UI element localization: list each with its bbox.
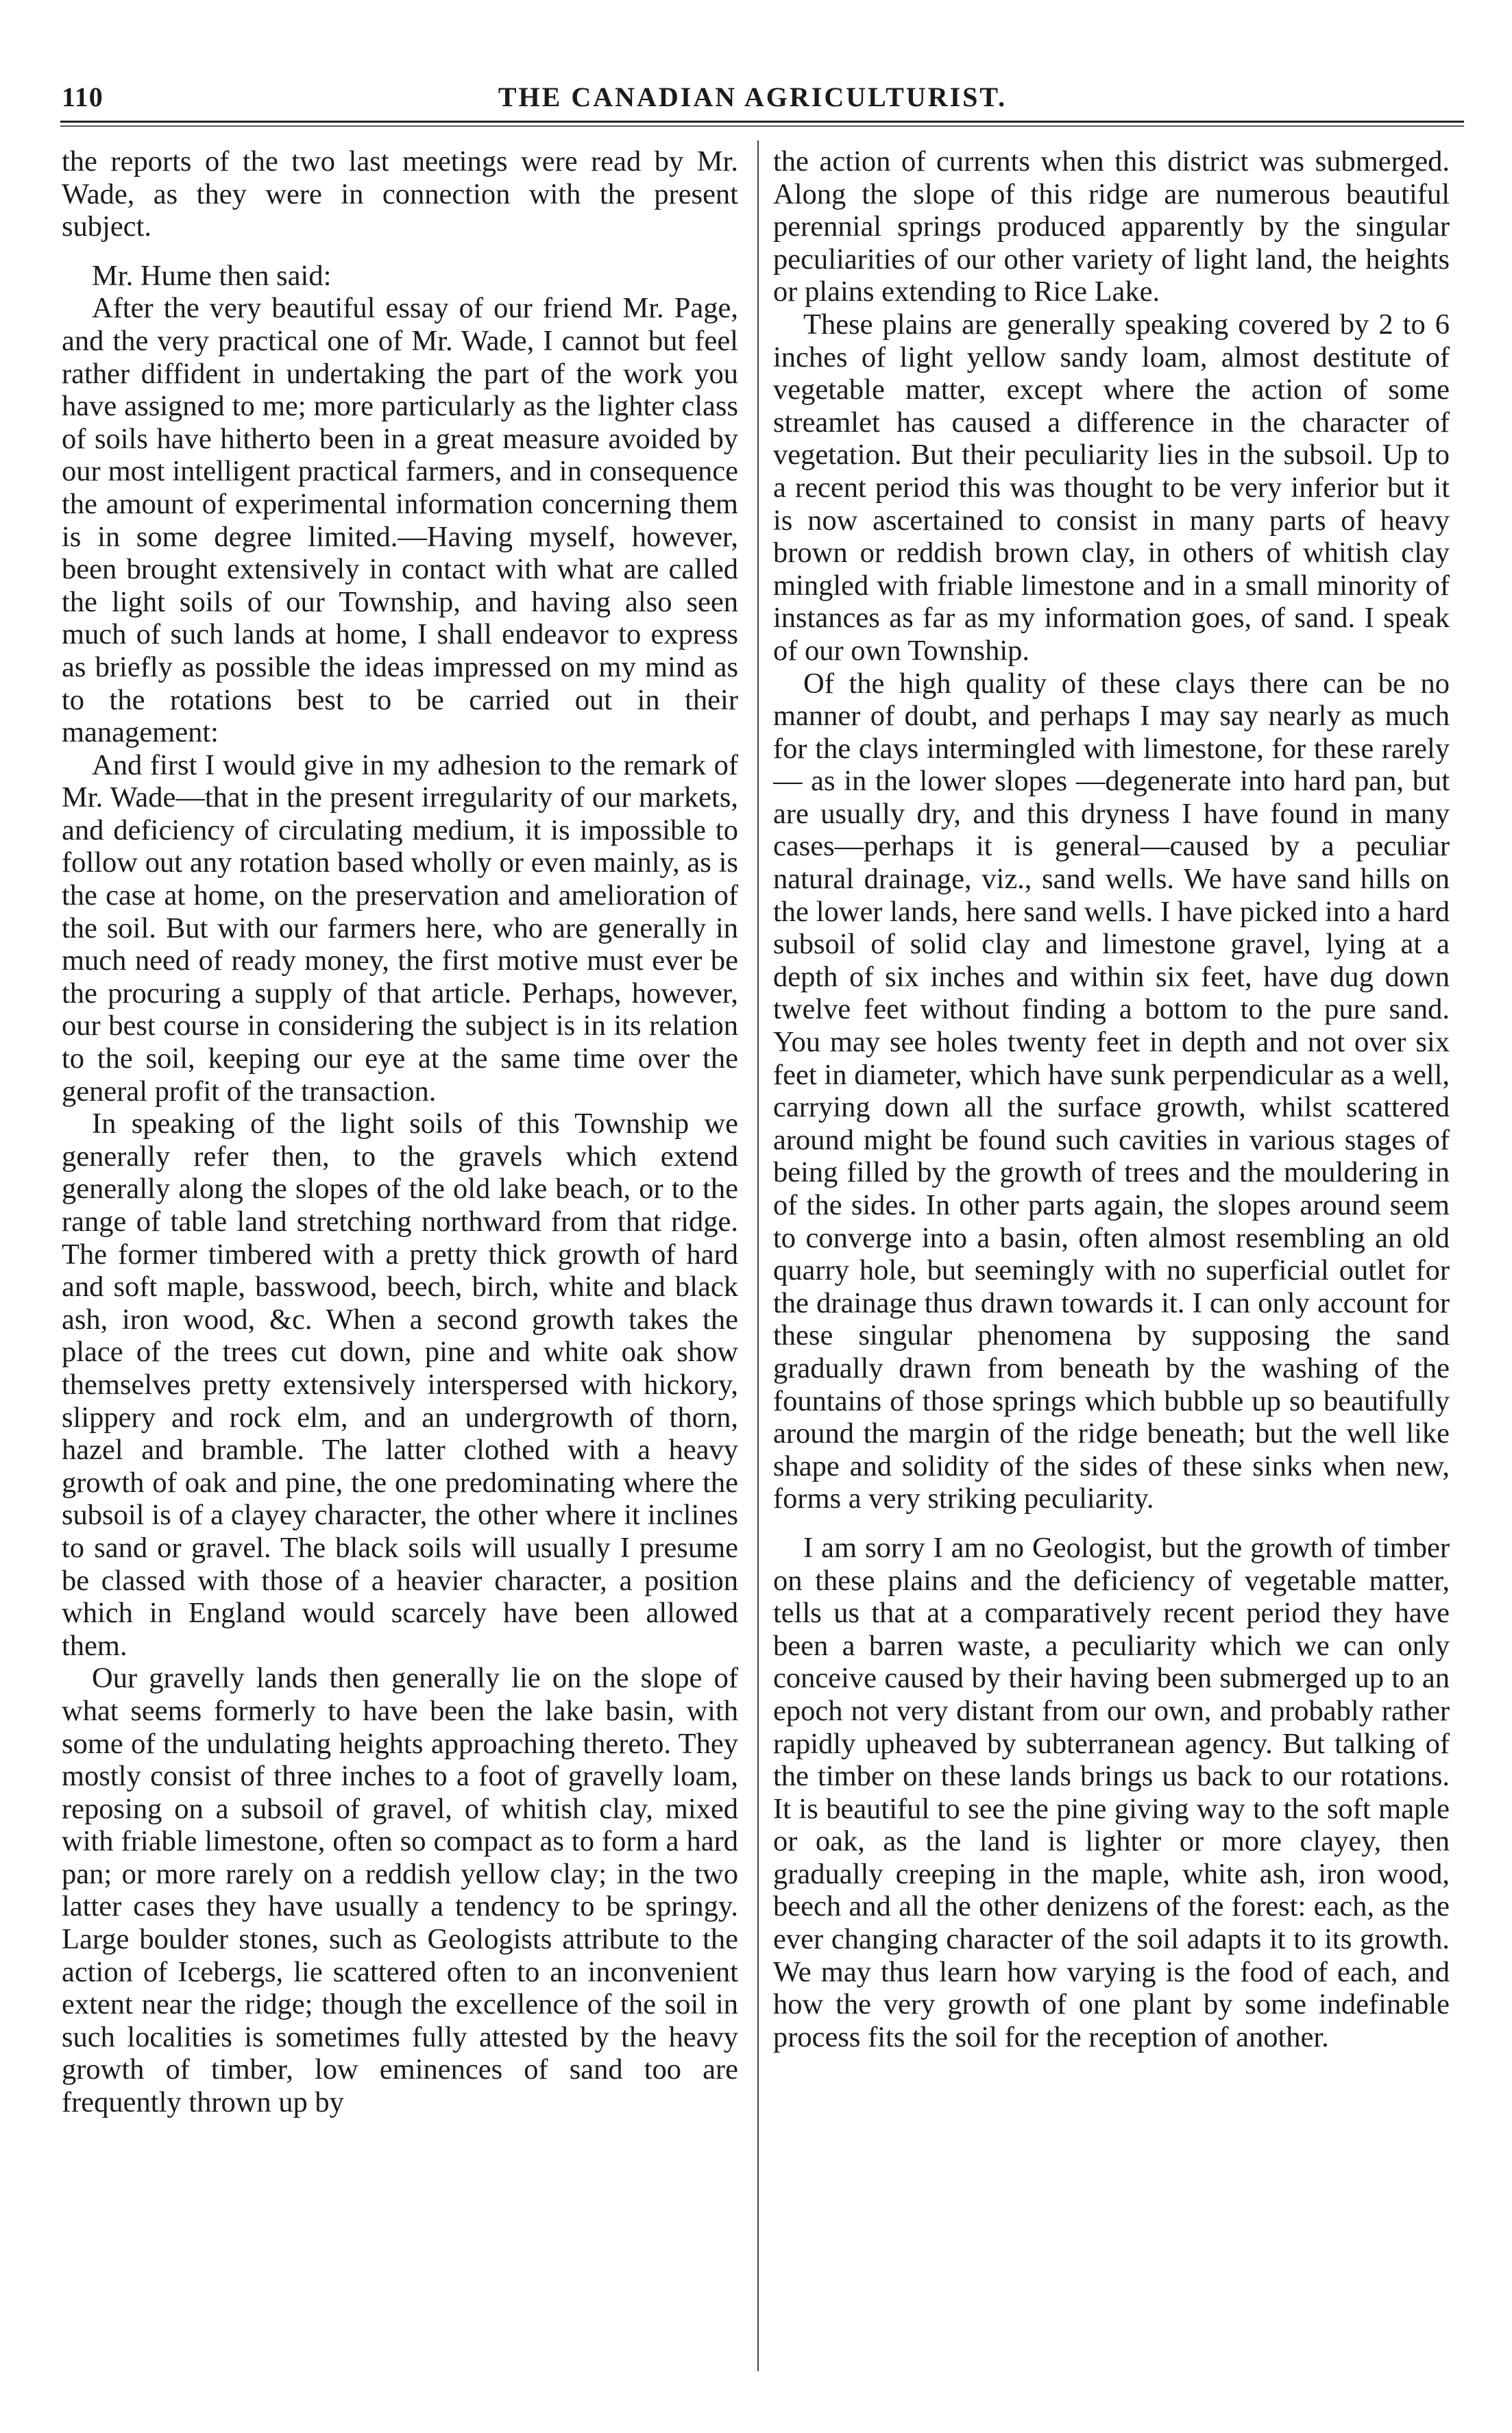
- page-number: 110: [62, 82, 103, 112]
- paragraph: And first I would give in my adhesion to the remark of Mr. Wade—that in the present irregularity of our markets, and deficiency of circulating medium, it is impossible to follow out any rotation based wholly or even mainly, as is the case at home, on the preservation and amelioration of the soil. But with our farmers here, who are generally in much need of ready money, the first motive must ever be the procuring a supply of that article. Perhaps, however, our best course in considering the subject is in its relation to the soil, keeping our eye at the same time over the general profit of the transaction.: [62, 748, 738, 1108]
- header-rule-thin: [60, 125, 1464, 127]
- paragraph: These plains are generally speaking covered by 2 to 6 inches of light yellow sandy loam, almost destitute of vegetable matter, except where the action of some streamlet has caused a difference in the character of vegetation. But their peculiarity lies in the subsoil. Up to a recent period this was thought to be very inferior but it is now ascertained to consist in many parts of heavy brown or reddish brown clay, in others of whitish clay mingled with friable limestone and in a small minority of instances as far as my information goes, of sand. I speak of our own Township.: [773, 308, 1450, 667]
- running-title: THE CANADIAN AGRICULTURIST.: [498, 82, 1008, 112]
- paragraph: Our gravelly lands then generally lie on the slope of what seems formerly to have been the lake basin, with some of the undulating heights approaching thereto. They mostly consist of three inches to a foot of gravelly loam, reposing on a subsoil of gravel, of whitish clay, mixed with friable limestone, often so compact as to form a hard pan; or more rarely on a reddish yellow clay; in the two latter cases they have usually a tendency to be springy. Large boulder stones, such as Geologists attribute to the action of Icebergs, lie scattered often to an inconvenient extent near the ridge; though the excellence of the soil in such localities is sometimes fully attested by the heavy growth of timber, low eminences of sand too are frequently thrown up by: [62, 1662, 738, 2119]
- paragraph: After the very beautiful essay of our friend Mr. Page, and the very practical one of Mr. Wade, I cannot but feel rather diffident in undertaking the part of the work you have assigned to me; more particularly as the lighter class of soils have hitherto been in a great measure avoided by our most intelligent practical farmers, and in consequence the amount of experimental information concerning them is in some degree limited.—Having myself, however, been brought extensively in contact with what are called the light soils of our Township, and having also seen much of such lands at home, I shall endeavor to express as briefly as possible the ideas impressed on my mind as to the rotations best to be carried out in their management:: [62, 292, 738, 749]
- paragraph: Mr. Hume then said:: [92, 259, 332, 292]
- header-rule-thick: [60, 121, 1464, 123]
- paragraph: Of the high quality of these clays there can be no manner of doubt, and perhaps I may say nearly as much for the clays intermingled with limestone, for these rarely— as in the lower slopes —degenerate into hard pan, but are usually dry, and this dryness I have found in many cases—perhaps it is general—caused by a peculiar natural drainage, viz., sand wells. We have sand hills on the lower lands, here sand wells. I have picked into a hard subsoil of solid clay and limestone gravel, lying at a depth of six inches and within six feet, have dug down twelve feet without finding a bottom to the pure sand. You may see holes twenty feet in depth and not over six feet in diameter, which have sunk perpendicular as a well, carrying down all the surface growth, whilst scattered around might be found such cavities in various stages of being filled by the growth of trees and the mouldering in of the sides. In other parts again, the slopes around seem to converge into a basin, often almost resembling an old quarry hole, but seemingly with no superficial outlet for the drainage thus drawn towards it. I can only account for these singular phenomena by supposing the sand gradually drawn from beneath by the washing of the fountains of those springs which bubble up so beautifully around the margin of the ridge beneath; but the well like shape and solidity of the sides of these sinks when new, forms a very striking peculiarity.: [773, 667, 1450, 1515]
- right-column: [773, 145, 1450, 2366]
- paragraph: I am sorry I am no Geologist, but the growth of timber on these plains and the deficiency of vegetable matter, tells us that at a comparatively recent period they have been a barren waste, a peculiarity which we can only conceive caused by their having been submerged up to an epoch not very distant from our own, and probably rather rapidly upheaved by subterranean agency. But talking of the timber on these lands brings us back to our rotations. It is beautiful to see the pine giving way to the soft maple or oak, as the land is lighter or more clayey, then gradually creeping in the maple, white ash, iron wood, beech and all the other denizens of the forest: each, as the ever changing character of the soil adapts it to its growth. We may thus learn how varying is the food of each, and how the very growth of one plant by some indefinable process fits the soil for the reception of another.: [773, 1531, 1450, 2053]
- running-header: [62, 81, 1443, 122]
- left-column: [62, 145, 738, 2366]
- paragraph: In speaking of the light soils of this Township we generally refer then, to the gravels which extend generally along the slopes of the old lake beach, or to the range of table land stretching northward from that ridge. The former timbered with a pretty thick growth of hard and soft maple, basswood, beech, birch, white and black ash, iron wood, &c. When a second growth takes the place of the trees cut down, pine and white oak show themselves pretty extensively interspersed with hickory, slippery and rock elm, and an undergrowth of thorn, hazel and bramble. The latter clothed with a heavy growth of oak and pine, the one predominating where the subsoil is of a clayey character, the other where it inclines to sand or gravel. The black soils will usually I presume be classed with those of a heavier character, a position which in England would scarcely have been allowed them.: [62, 1108, 738, 1662]
- paragraph: the action of currents when this district was submerged. Along the slope of this ridge are numerous beautiful perennial springs produced apparently by the singular peculiarities of our other variety of light land, the heights or plains extending to Rice Lake.: [773, 145, 1450, 308]
- column-divider: [757, 140, 759, 2371]
- paragraph: the reports of the two last meetings were read by Mr. Wade, as they were in connection with the present subject.: [62, 145, 738, 243]
